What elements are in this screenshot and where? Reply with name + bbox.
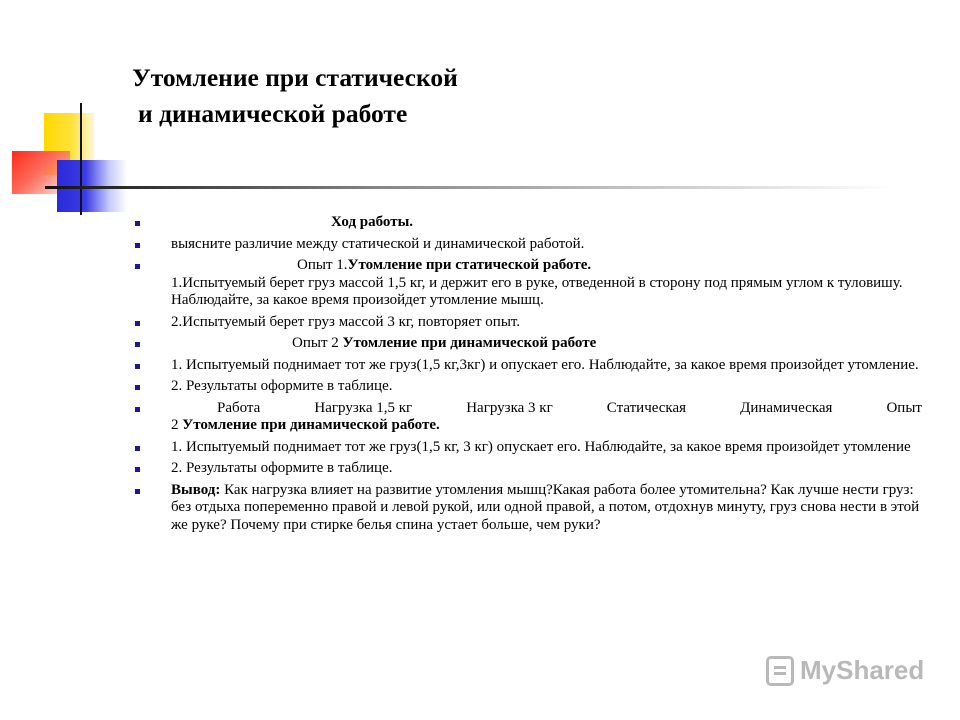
experiment-1-title: Утомление при статической работе.: [347, 257, 592, 273]
list-item-experiment-2: [132, 335, 922, 353]
item-text: 2.Испытуемый берет груз массой 3 кг, повторяет опыт.: [171, 313, 521, 330]
item-text: 2. Результаты оформите в таблице.: [171, 460, 393, 476]
list-item: [132, 314, 922, 332]
myshared-watermark: [766, 655, 924, 686]
conclusion-text: Как нагрузка влияет на развитие утомления мышц?Какая работа более утомительна? Как лучше нести груз: без отдыха попеременно правой и левой рукой, или одной правой, а потом, отдохнув минуту, груз снова нести в этой же руке? Почему при стирке белья спина устает больше, чем руки?: [171, 481, 920, 533]
slide-title-line-1: Утомление при статической: [132, 63, 458, 92]
experiment-2-title: Утомление при динамической работе: [342, 335, 597, 351]
results-table-header: [171, 400, 922, 418]
list-item-procedure: [132, 214, 922, 232]
table-col-load-3: Нагрузка 3 кг: [466, 399, 553, 416]
table-col-load-1-5: Нагрузка 1,5 кг: [314, 399, 413, 416]
list-item-table-header: [132, 400, 922, 435]
list-item-conclusion: [132, 482, 922, 535]
myshared-logo-icon: [766, 656, 794, 686]
list-item: [132, 460, 922, 478]
slide-title-line-2: и динамической работе: [138, 99, 408, 128]
decor-horizontal-rule: [45, 186, 895, 189]
experiment-1-label: Опыт 1.: [297, 257, 348, 273]
experiment-2-label-repeat: 2: [171, 417, 183, 433]
item-text: выясните различие между статической и динамической работой.: [171, 235, 585, 252]
list-item-experiment-1: [132, 257, 922, 310]
list-item: [132, 236, 922, 254]
table-col-work: Работа: [217, 399, 261, 416]
item-text: 1. Испытуемый поднимает тот же груз(1,5 кг, 3 кг) опускает его. Наблюдайте, за какое время произойдет утомление: [171, 438, 911, 455]
experiment-2-title-repeat: Утомление при динамической работе.: [182, 417, 440, 433]
item-text: 1. Испытуемый поднимает тот же груз(1,5 кг,3кг) и опускает его. Наблюдайте, за какое время произойдет утомление.: [171, 356, 919, 373]
conclusion-label: Вывод:: [171, 481, 221, 498]
slide-title: [132, 60, 458, 132]
list-item: [132, 378, 922, 396]
experiment-2-label: Опыт 2: [292, 335, 343, 351]
table-col-dynamic: Динамическая: [740, 399, 833, 416]
watermark-text: MyShared: [800, 655, 925, 685]
slide-bullet-list: [132, 214, 922, 538]
table-col-experiment: Опыт: [886, 399, 922, 416]
table-col-static: Статическая: [606, 399, 687, 416]
decor-vertical-line: [80, 103, 82, 215]
experiment-1-step-1: 1.Испытуемый берет груз массой 1,5 кг, и держит его в руке, отведенной в сторону под прямым углом к туловишу. Наблюдайте, за какое время произойдет утомление мышц.: [171, 274, 903, 308]
item-text: 2. Результаты оформите в таблице.: [171, 378, 393, 394]
procedure-heading: Ход работы.: [331, 214, 414, 230]
list-item: [132, 357, 922, 375]
list-item: [132, 439, 922, 457]
